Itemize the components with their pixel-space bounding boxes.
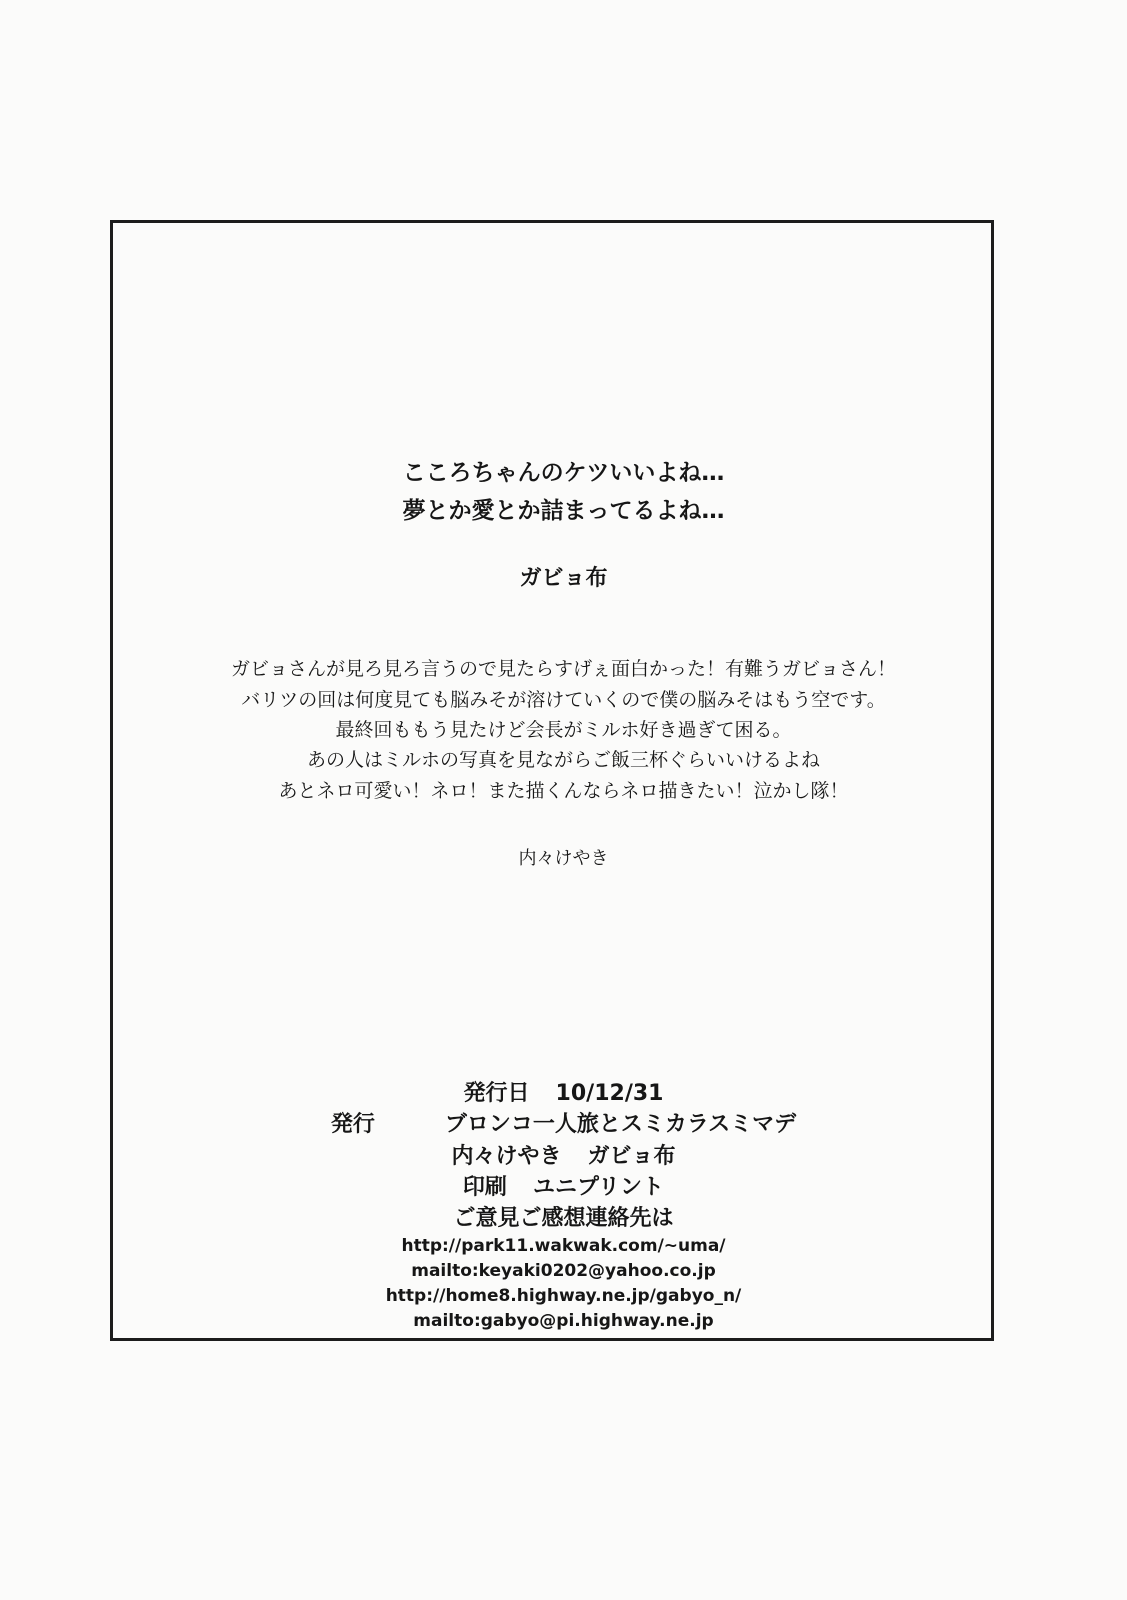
contact-mail-gabyo[interactable]: mailto:gabyo@pi.highway.ne.jp — [413, 1311, 714, 1331]
colophon-printer — [0, 1170, 1127, 1201]
colophon-contact-label: ご意見ご感想連絡先は — [453, 1206, 674, 1231]
contact-url-uma[interactable]: http://park11.wakwak.com/~uma/ — [401, 1236, 726, 1256]
afterword-2-line-3: 最終回ももう見たけど会長がミルホ好き過ぎて困る。 — [335, 719, 792, 741]
afterword-1-author: ガビョ布 — [519, 566, 608, 591]
afterword-2-line-4: あの人はミルホの写真を見ながらご飯三杯ぐらいいけるよね — [306, 749, 820, 771]
contact-mail-keyaki[interactable]: mailto:keyaki0202@yahoo.co.jp — [411, 1261, 716, 1281]
afterword-2-line-1: ガビョさんが見ろ見ろ言うので見たらすげぇ面白かった！有難うガビョさん！ — [230, 658, 896, 680]
author-keyaki: 内々けやき — [451, 1144, 562, 1169]
colophon-publisher — [0, 1107, 1127, 1138]
date-label: 発行日 — [463, 1081, 530, 1106]
publisher-value: ブロンコ一人旅とスミカラスミマデ — [444, 1112, 797, 1137]
printer-value: ユニプリント — [532, 1175, 665, 1200]
afterword-2-line-2: バリツの回は何度見ても脳みそが溶けていくので僕の脳みそはもう空です。 — [241, 689, 886, 711]
afterword-2-author: 内々けやき — [518, 848, 609, 869]
afterword-1-line-2: 夢とか愛とか詰まってるよね… — [402, 498, 725, 524]
afterword-1-line-1: こころちゃんのケツいいよね… — [402, 460, 725, 486]
colophon-authors — [0, 1139, 1127, 1170]
contact-url-gabyo[interactable]: http://home8.highway.ne.jp/gabyo_n/ — [385, 1286, 742, 1306]
publisher-label: 発行 — [330, 1112, 375, 1137]
printer-label: 印刷 — [462, 1175, 507, 1200]
date-value: 10/12/31 — [555, 1081, 664, 1106]
colophon-date — [0, 1076, 1127, 1107]
afterword-2-line-5: あとネロ可愛い！ネロ！また描くんならネロ描きたい！泣かし隊！ — [278, 780, 849, 802]
author-gabyo: ガビョ布 — [587, 1144, 676, 1169]
